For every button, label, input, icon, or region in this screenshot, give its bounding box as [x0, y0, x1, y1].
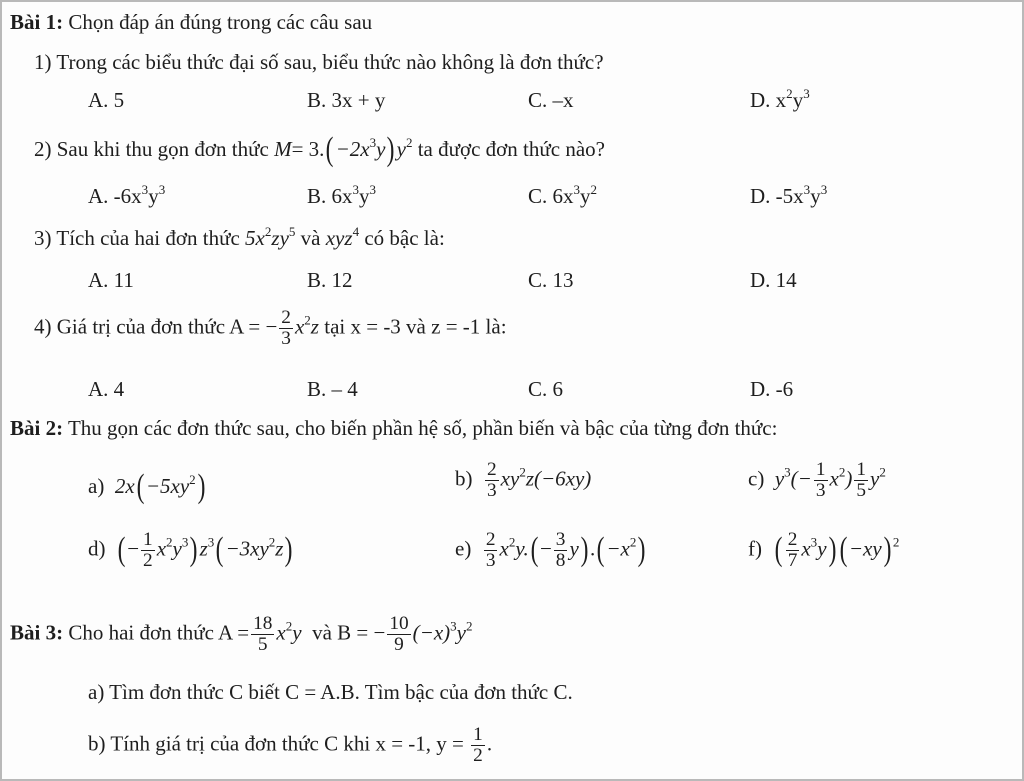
q3-option-b: B. 12	[307, 268, 353, 292]
bai2-item-b: b) $\frac{2}{3}$ $xy^2z(-6xy)$	[455, 459, 592, 502]
q1-option-c: C. –x	[528, 88, 574, 112]
bai3-title: Bài 3:	[10, 620, 64, 645]
q2-option-a: A. $-6x^3y^3$	[88, 181, 166, 208]
q2-text: 2) Sau khi thu gọn đơn thức $M= 3.(-2x^3y)y^2$ ta được đơn thức nào?	[34, 131, 605, 168]
bai1-title: Bài 1:	[10, 10, 64, 34]
bai2-heading	[10, 418, 777, 439]
q1-text: 1) Trong các biểu thức đại số sau, biểu thức nào không là đơn thức?	[34, 50, 604, 74]
bai3-part-b: b) Tính giá trị của đơn thức C khi x = -1, y = $\frac{1}{2}$ .	[88, 724, 493, 767]
bai1-heading	[10, 12, 372, 33]
q3-option-a: A. 11	[88, 268, 134, 292]
q3-text: 3) Tích của hai đơn thức $5x^2zy^5$ và xyz$^4$ có bậc là:	[34, 223, 445, 250]
bai2-intro: Thu gọn các đơn thức sau, cho biến phần hệ số, phần biến và bậc của từng đơn thức:	[67, 416, 778, 440]
q4-text: 4) Giá trị của đơn thức A = − $\frac{2}{3}$ $x^2z$ tại x = -3 và z = -1 là:	[34, 307, 507, 350]
q3-option-d: D. 14	[750, 268, 797, 292]
q4-option-d: D. -6	[750, 377, 794, 401]
q3-option-c: C. 13	[528, 268, 574, 292]
q2-option-b: B. $6x^3y^3$	[307, 181, 377, 208]
bai2-item-d: d) (− $\frac{1}{2}$ $x^2y^3)z^3(-3xy^2z)$	[88, 529, 293, 572]
q2-option-d: D. $-5x^3y^3$	[750, 181, 828, 208]
q1-option-d: D. $x^2y^3$	[750, 85, 810, 112]
q1-option-b: B. 3x + y	[307, 88, 386, 112]
bai2-item-c: c) $y^3(-$ $\frac{1}{3}$ $x^2$) $\frac{1}{5}$ $y^2$	[748, 459, 886, 502]
q4-option-c: C. 6	[528, 377, 564, 401]
q4-option-a: A. 4	[88, 377, 125, 401]
bai3-heading: Bài 3: Cho hai đơn thức A = $\frac{18}{5}$ $x^2y$ và B = − $\frac{10}{9}$ $(-x)^3y^2$	[10, 613, 473, 656]
bai2-title: Bài 2:	[10, 416, 64, 440]
q4-option-b: B. – 4	[307, 377, 358, 401]
bai2-item-a: a) $2x(-5xy^2)$	[88, 468, 206, 505]
bai1-intro: Chọn đáp án đúng trong các câu sau	[68, 10, 373, 34]
q1-option-a: A. 5	[88, 88, 125, 112]
q2-option-c: C. $6x^3y^2$	[528, 181, 598, 208]
bai3-part-a: a) Tìm đơn thức C biết C = A.B. Tìm bậc của đơn thức C.	[88, 680, 573, 704]
bai2-item-e: e) $\frac{2}{3}$ $x^2y.(-$ $\frac{3}{8}$ $y).(-x^2)$	[455, 529, 646, 572]
bai2-item-f: f) ( $\frac{2}{7}$ $x^3y)(-xy)$ $^2$	[748, 529, 900, 572]
